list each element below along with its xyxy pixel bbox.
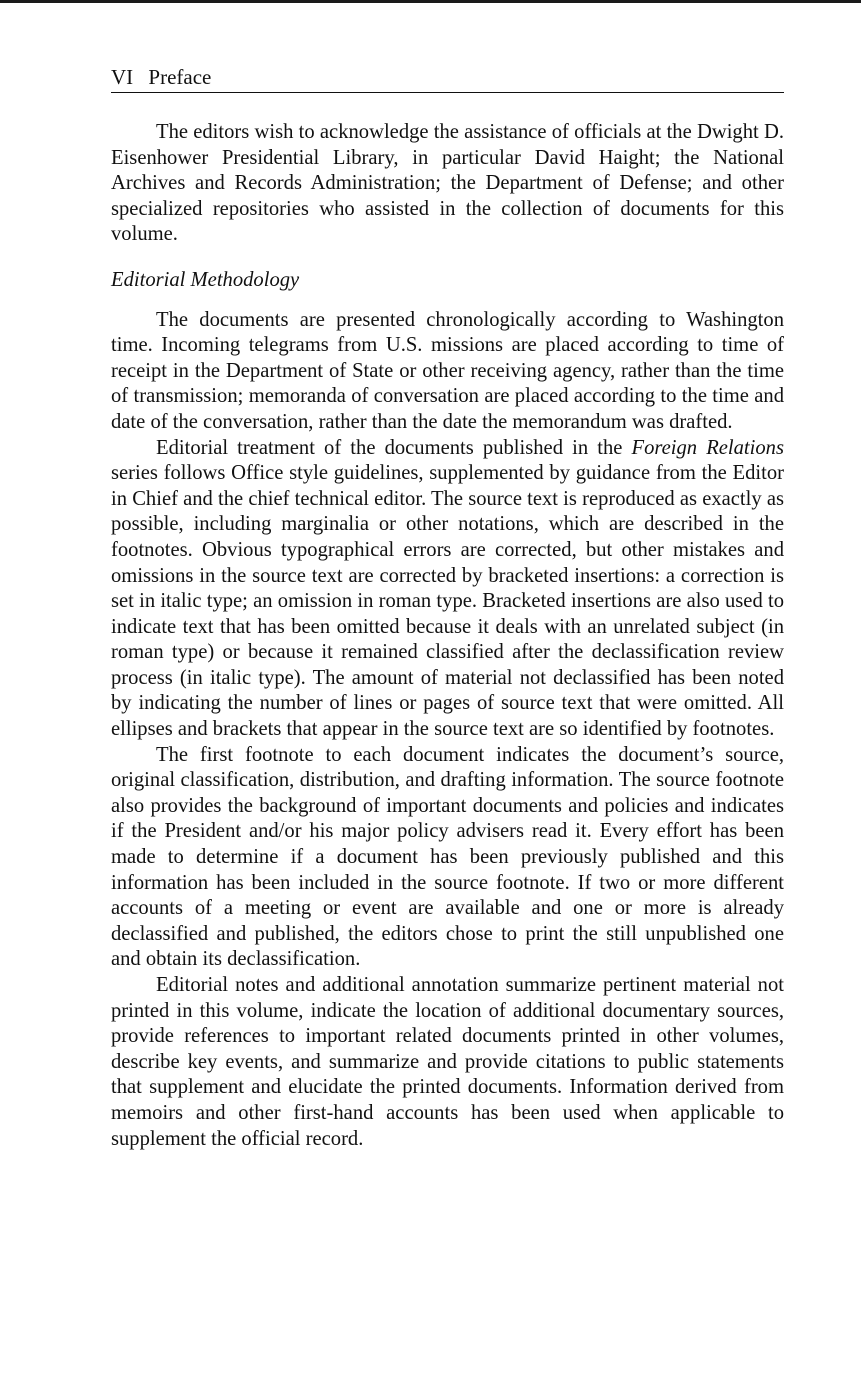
acknowledgment-paragraph: The editors wish to acknowledge the assistance of officials at the Dwight D. Eisenhower Presidential Library, in particular David Haight; the National Archives and Records Administration; the Department of Defense; and other specialized repositories who assisted in the collection of documents for this volume. [111,121,784,246]
treatment-rest-text: series follows Office style guidelines, supplemented by guidance from the Editor in Chief and the chief technical editor. The source text is reproduced as exactly as possible, including marginalia or other notations, which are described in the footnotes. Obvious typographical errors are corrected, but other mistakes and omissions in the source text are corrected by bracketed insertions: a correction is set in italic type; an omission in roman type. Bracketed insertions are also used to indicate text that has been omitted because it deals with an unrelated subject (in roman type) or because it remained classified after the declassification review process (in italic type). The amount of material not declassified has been noted by indicating the number of lines or pages of source text that were omitted. All ellipses and brackets that appear in the source text are so identified by footnotes. [111,462,784,741]
series-title-italic: Foreign Relations [631,436,784,459]
page-number: VI [111,65,134,89]
scan-top-edge [0,0,861,3]
treatment-paragraph [111,436,784,743]
footnote-paragraph: The first footnote to each document indicates the document’s source, original classification, distribution, and drafting information. The source footnote also provides the background of important documents and policies and indicates if the President and/or his major policy advisers read it. Every effort has been made to determine if a document has been previously published and this information has been included in the source footnote. If two or more different accounts of a meeting or event are available and one or more is already declassified and published, the editors chose to print the still unpublished one and obtain its declassification. [111,743,784,971]
book-page [111,62,784,1152]
editorial-notes-paragraph: Editorial notes and additional annotation summarize pertinent material not printed in this volume, indicate the location of additional documentary sources, provide references to important related documents printed in other volumes, describe key events, and summarize and provide citations to public statements that supplement and elucidate the printed documents. Information derived from memoirs and other first-hand accounts has been used when applicable to supplement the official record. [111,974,784,1150]
treatment-lead-text: Editorial treatment of the documents published in the [156,436,632,459]
running-head [111,62,784,93]
running-head-title: Preface [148,65,212,89]
chronology-paragraph: The documents are presented chronologically according to Washington time. Incoming telegrams from U.S. missions are placed according to time of receipt in the Department of State or other receiving agency, rather than the time of transmission; memoranda of conversation are placed according to the time and date of the conversation, rather than the date the memorandum was drafted. [111,308,784,433]
section-heading-editorial-methodology: Editorial Methodology [111,268,300,291]
body-text [111,120,784,1152]
